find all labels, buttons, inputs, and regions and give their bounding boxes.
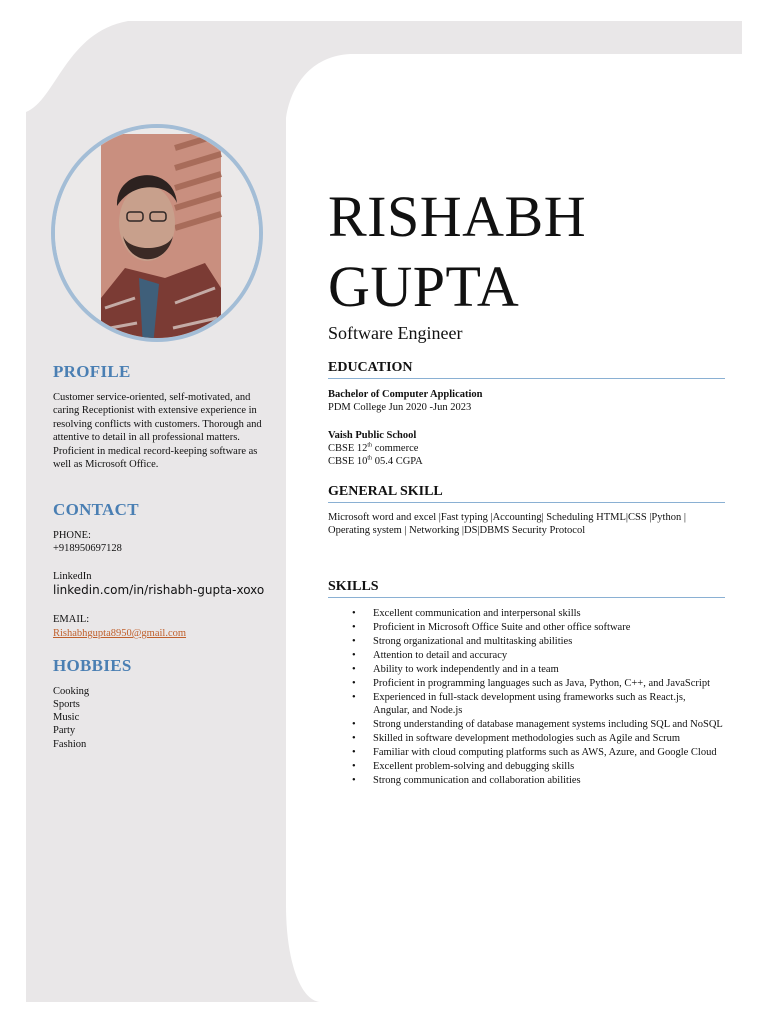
hobby-item: Cooking (53, 686, 90, 697)
hobby-item: Fashion (53, 739, 87, 750)
skills-list (328, 608, 723, 789)
linkedin-link[interactable]: linkedin.com/in/rishabh-gupta-xoxo (53, 583, 265, 597)
college-line: PDM College Jun 2020 -Jun 2023 (328, 402, 472, 413)
list-item: • Strong understanding of database management systems including SQL and NoSQL (328, 719, 723, 732)
education-heading: EDUCATION (328, 360, 725, 379)
cbse10-line: CBSE 10th 05.4 CGPA (328, 455, 423, 467)
list-item: • Ability to work independently and in a team (328, 664, 723, 677)
profile-heading: PROFILE (53, 362, 131, 381)
list-item: • Experienced in full-stack development using frameworks such as React.js, Angular, and Node.js (328, 692, 723, 717)
hobbies-heading: HOBBIES (53, 656, 132, 675)
email-link[interactable]: Rishabhgupta8950@gmail.com (53, 628, 187, 639)
contact-heading: CONTACT (53, 500, 139, 519)
skills-heading: SKILLS (328, 579, 725, 598)
list-item: • Proficient in programming languages such as Java, Python, C++, and JavaScript (328, 678, 723, 691)
list-item: • Attention to detail and accuracy (328, 650, 723, 663)
list-item: • Strong communication and collaboration abilities (328, 775, 723, 788)
list-item: • Excellent communication and interpersonal skills (328, 608, 723, 621)
hobby-item: Party (53, 725, 76, 736)
general-skill-heading: GENERAL SKILL (328, 484, 725, 503)
hobby-item: Sports (53, 699, 80, 710)
cbse12-line: CBSE 12th commerce (328, 442, 419, 454)
school-title: Vaish Public School (328, 430, 417, 441)
phone-label: PHONE: (53, 530, 91, 541)
hobby-item: Music (53, 712, 80, 723)
name-last: GUPTA (328, 254, 520, 319)
list-item: • Strong organizational and multitasking abilities (328, 636, 723, 649)
list-item: • Proficient in Microsoft Office Suite and other office software (328, 622, 723, 635)
list-item: • Excellent problem-solving and debugging skills (328, 761, 723, 774)
degree-title: Bachelor of Computer Application (328, 389, 483, 400)
email-label: EMAIL: (53, 614, 90, 625)
phone-value: +918950697128 (53, 543, 122, 554)
list-item: • Familiar with cloud computing platforms such as AWS, Azure, and Google Cloud (328, 747, 723, 760)
profile-text: Customer service-oriented, self-motivated, and caring Receptionist with extensive experience in resolving conflicts with customers. Thorough and attentive to detail in all professional matters. Proficient in medical record-keeping software as well as Microsoft Office. (53, 392, 262, 471)
general-skill-text: Microsoft word and excel |Fast typing |Accounting| Scheduling HTML|CSS |Python | Operating system | Networking |DS|DBMS Security Protocol (328, 512, 686, 536)
list-item: • Skilled in software development methodologies such as Agile and Scrum (328, 733, 723, 746)
linkedin-label: LinkedIn (53, 571, 92, 582)
name-first: RISHABH (328, 184, 587, 249)
avatar (51, 124, 263, 342)
job-title: Software Engineer (328, 323, 463, 343)
